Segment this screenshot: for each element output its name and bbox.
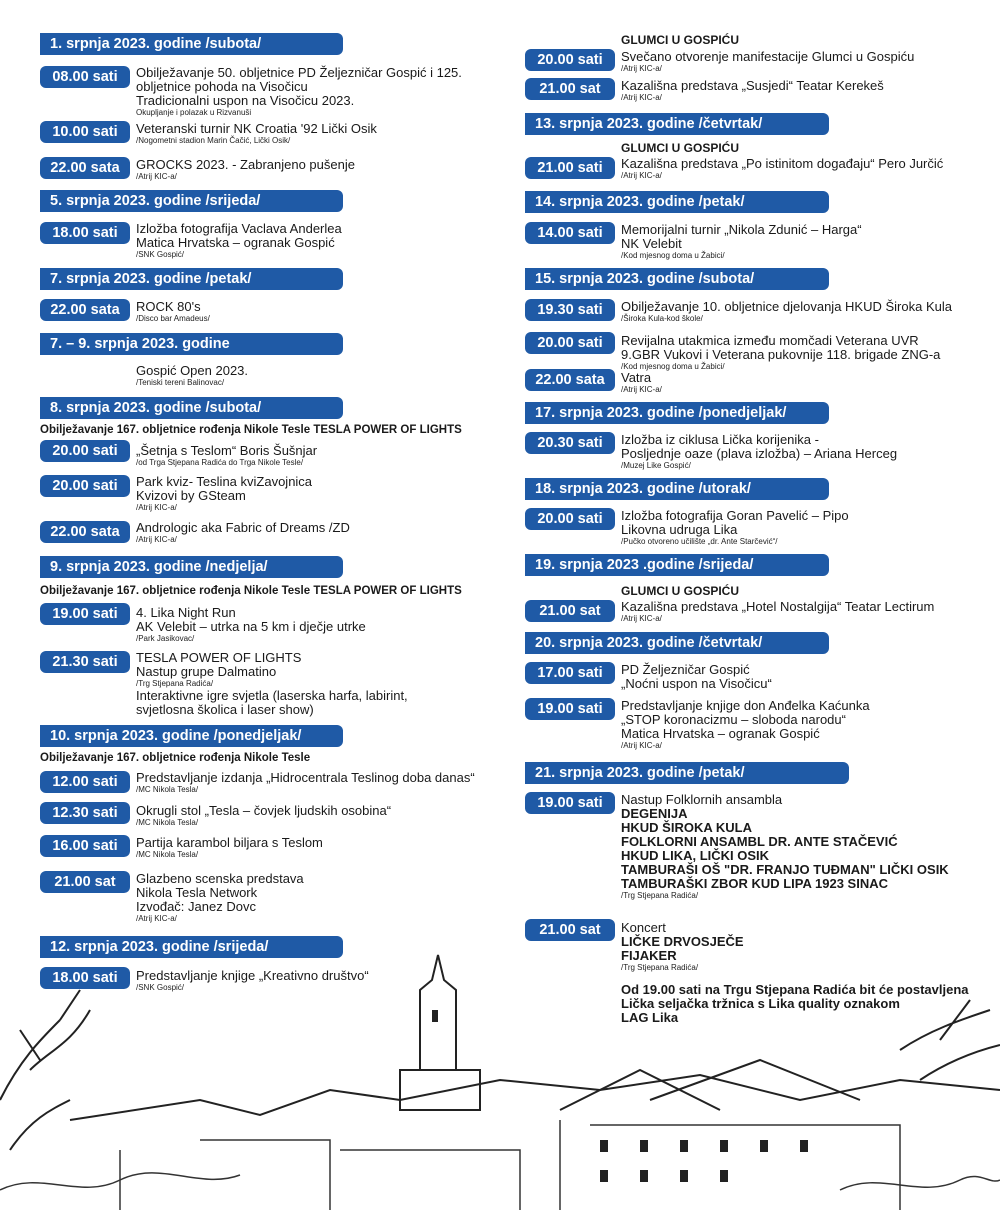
subheading: GLUMCI U GOSPIĆU — [621, 141, 740, 155]
event-location: /Atrij KIC-a/ — [621, 614, 662, 623]
church-body — [400, 1070, 480, 1110]
event — [621, 371, 996, 395]
event-title: 9.GBR Vukovi i Veterana pukovnije 118. brigade ZNG-a — [621, 347, 941, 362]
date-header: 12. srpnja 2023. godine /srijeda/ — [40, 936, 343, 958]
event — [136, 222, 501, 260]
event-title: Memorijalni turnir „Nikola Zdunić – Harga“ — [621, 222, 862, 237]
event-title: 4. Lika Night Run — [136, 605, 236, 620]
event-title: Glazbeno scenska predstava — [136, 871, 304, 886]
time-badge: 20.00 sati — [525, 49, 615, 71]
event-title: Veteranski turnir NK Croatia '92 Lički Osik — [136, 121, 377, 136]
tree-left-branches — [0, 990, 90, 1150]
tree-right — [900, 1000, 1000, 1080]
date-header: 13. srpnja 2023. godine /četvrtak/ — [525, 113, 829, 135]
date-header: 10. srpnja 2023. godine /ponedjeljak/ — [40, 725, 343, 747]
event-title: PD Željezničar Gospić — [621, 662, 750, 677]
note-line: Lička seljačka tržnica s Lika quality oznakom — [621, 996, 900, 1011]
event-location: Okupljanje i polazak u Rizvanuši — [136, 108, 252, 117]
event-title: Kazališna predstava „Susjedi“ Teatar Kerekeš — [621, 78, 884, 93]
time-badge: 18.00 sati — [40, 967, 130, 989]
event-location: /Disco bar Amadeus/ — [136, 314, 210, 323]
time-badge: 18.00 sati — [40, 222, 130, 244]
time-badge: 21.00 sat — [40, 871, 130, 893]
foliage-texture — [0, 1173, 1000, 1190]
event — [621, 699, 996, 751]
window — [720, 1170, 728, 1182]
event — [621, 509, 996, 547]
time-badge: 14.00 sati — [525, 222, 615, 244]
event-title: Izložba iz ciklusa Lička korijenika - — [621, 432, 819, 447]
event-title: „STOP koronacizmu – sloboda narodu“ — [621, 712, 846, 727]
time-badge: 20.00 sati — [525, 508, 615, 530]
event — [136, 475, 501, 513]
event-title: Likovna udruga Lika — [621, 522, 738, 537]
event-title: Nastup Folklornih ansambla — [621, 792, 783, 807]
event-title: Izvođač: Janez Dovc — [136, 899, 256, 914]
event-title: Obilježavanje 10. obljetnice djelovanja HKUD Široka Kula — [621, 299, 952, 314]
event — [136, 651, 501, 717]
time-badge: 19.00 sati — [525, 792, 615, 814]
event-location: /Kod mjesnog doma u Žabici/ — [621, 362, 725, 371]
time-badge: 20.00 sati — [40, 440, 130, 462]
event-title: Kazališna predstava „Po istinitom događaju“ Pero Jurčić — [621, 156, 944, 171]
event — [136, 364, 501, 388]
event — [136, 771, 501, 795]
date-header: 7. srpnja 2023. godine /petak/ — [40, 268, 343, 290]
window — [760, 1140, 768, 1152]
event-title: obljetnice pohoda na Visočicu — [136, 79, 308, 94]
event — [621, 663, 996, 691]
time-badge: 17.00 sati — [525, 662, 615, 684]
event — [621, 433, 996, 471]
event-title: Park kviz- Teslina kviZavojnica — [136, 474, 313, 489]
event-location: /Teniski tereni Balinovac/ — [136, 378, 225, 387]
event-title: Revijalna utakmica između momčadi Veterana UVR — [621, 333, 919, 348]
time-badge: 21.00 sat — [525, 78, 615, 100]
event-location: /SNK Gospić/ — [136, 250, 185, 259]
event-title: AK Velebit – utrka na 5 km i dječje utrke — [136, 619, 366, 634]
event — [621, 334, 996, 372]
event-title: Izložba fotografija Vaclava Anderlea — [136, 221, 342, 236]
subheading: Obilježavanje 167. obljetnice rođenja Nikole Tesle — [40, 752, 311, 764]
event-location: /Atrij KIC-a/ — [621, 741, 662, 750]
band-name: LIČKE DRVOSJEČE — [621, 934, 744, 949]
event-location: /SNK Gospić/ — [136, 983, 185, 992]
event-title: „Noćni uspon na Visočicu“ — [621, 676, 772, 691]
event-title: Predstavljanje knjige „Kreativno društvo“ — [136, 968, 369, 983]
event — [136, 804, 501, 828]
ensemble-name: HKUD LIKA, LIČKI OSIK — [621, 848, 770, 863]
date-header: 14. srpnja 2023. godine /petak/ — [525, 191, 829, 213]
event-title: Obilježavanje 50. obljetnice PD Željezničar Gospić i 125. — [136, 65, 462, 80]
ensemble-name: HKUD ŠIROKA KULA — [621, 820, 752, 835]
date-header: 8. srpnja 2023. godine /subota/ — [40, 397, 343, 419]
event-location: /Atrij KIC-a/ — [136, 914, 177, 923]
subheading: GLUMCI U GOSPIĆU — [621, 584, 740, 598]
event-location: /Atrij KIC-a/ — [136, 172, 177, 181]
band-name: FIJAKER — [621, 948, 677, 963]
event-location: /Pučko otvoreno učilište „dr. Ante Starčević“/ — [621, 537, 778, 546]
event — [136, 122, 501, 146]
time-badge: 21.00 sat — [525, 919, 615, 941]
event — [621, 79, 996, 103]
date-header: 9. srpnja 2023. godine /nedjelja/ — [40, 556, 343, 578]
note-line: Od 19.00 sati na Trgu Stjepana Radića bit će postavljena — [621, 982, 969, 997]
date-header: 17. srpnja 2023. godine /ponedjeljak/ — [525, 402, 829, 424]
note-line: LAG Lika — [621, 1010, 679, 1025]
date-header: 5. srpnja 2023. godine /srijeda/ — [40, 190, 343, 212]
event — [621, 223, 996, 261]
event — [136, 836, 501, 860]
event-location: /Atrij KIC-a/ — [621, 64, 662, 73]
date-header: 20. srpnja 2023. godine /četvrtak/ — [525, 632, 829, 654]
event-location: /Trg Stjepana Radića/ — [621, 963, 699, 972]
event — [621, 50, 996, 74]
date-header: 1. srpnja 2023. godine /subota/ — [40, 33, 343, 55]
event-title: ROCK 80's — [136, 299, 201, 314]
event-location: /od Trga Stjepana Radića do Trga Nikole Tesle/ — [136, 458, 304, 467]
event — [621, 600, 996, 624]
event-title: Matica Hrvatska – ogranak Gospić — [621, 726, 820, 741]
event-location: /Kod mjesnog doma u Žabici/ — [621, 251, 725, 260]
time-badge: 20.00 sati — [40, 475, 130, 497]
window — [600, 1170, 608, 1182]
time-badge: 12.00 sati — [40, 771, 130, 793]
time-badge: 16.00 sati — [40, 835, 130, 857]
event-title: Izložba fotografija Goran Pavelić – Pipo — [621, 508, 849, 523]
event-title: Predstavljanje izdanja „Hidrocentrala Teslinog doba danas“ — [136, 770, 475, 785]
event — [621, 793, 996, 901]
event — [621, 300, 996, 324]
event-title: Predstavljanje knjige don Anđelka Kaćunka — [621, 698, 870, 713]
time-badge: 12.30 sati — [40, 802, 130, 824]
window — [680, 1170, 688, 1182]
window — [800, 1140, 808, 1152]
event-location: /Atrij KIC-a/ — [136, 535, 177, 544]
event — [136, 444, 501, 468]
event-location: /Park Jasikovac/ — [136, 634, 195, 643]
event-title: Andrologic aka Fabric of Dreams /ZD — [136, 520, 350, 535]
subheading: Obilježavanje 167. obljetnice rođenja Nikole Tesle TESLA POWER OF LIGHTS — [40, 585, 462, 597]
time-badge: 22.00 sata — [40, 299, 130, 321]
event-location: /MC Nikola Tesla/ — [136, 850, 199, 859]
event-location: /Trg Stjepana Radića/ — [621, 891, 699, 900]
window — [720, 1140, 728, 1152]
time-badge: 20.00 sati — [525, 332, 615, 354]
event-location: /MC Nikola Tesla/ — [136, 818, 199, 827]
time-badge: 21.00 sati — [525, 157, 615, 179]
rooftop-line — [70, 1075, 1000, 1120]
time-badge: 22.00 sata — [525, 369, 615, 391]
event — [136, 66, 501, 118]
event-title: Interaktivne igre svjetla (laserska harfa, labirint, — [136, 688, 408, 703]
event — [136, 158, 501, 182]
event-location: /MC Nikola Tesla/ — [136, 785, 199, 794]
time-badge: 21.00 sat — [525, 600, 615, 622]
event-title: Gospić Open 2023. — [136, 363, 249, 378]
time-badge: 20.30 sati — [525, 432, 615, 454]
event-title: Svečano otvorenje manifestacije Glumci u Gospiću — [621, 49, 915, 64]
window — [432, 1010, 438, 1022]
event — [136, 521, 501, 545]
event-title: TESLA POWER OF LIGHTS — [136, 650, 302, 665]
event-title: NK Velebit — [621, 236, 682, 251]
event-location: /Atrij KIC-a/ — [621, 93, 662, 102]
event-location: /Muzej Like Gospić/ — [621, 461, 691, 470]
ensemble-name: TAMBURAŠI OŠ "DR. FRANJO TUĐMAN" LIČKI OSIK — [621, 862, 949, 877]
event-location: /Atrij KIC-a/ — [621, 171, 662, 180]
event-title: Partija karambol biljara s Teslom — [136, 835, 323, 850]
event — [136, 606, 501, 644]
ensemble-name: FOLKLORNI ANSAMBL DR. ANTE STAČEVIĆ — [621, 834, 898, 849]
date-header: 7. – 9. srpnja 2023. godine — [40, 333, 343, 355]
event-title: Tradicionalni uspon na Visočicu 2023. — [136, 93, 355, 108]
building-outline — [120, 1120, 900, 1210]
event-title: Kazališna predstava „Hotel Nostalgija“ Teatar Lectirum — [621, 599, 935, 614]
time-badge: 08.00 sati — [40, 66, 130, 88]
time-badge: 22.00 sata — [40, 157, 130, 179]
time-badge: 21.30 sati — [40, 651, 130, 673]
event-title: Vatra — [621, 370, 652, 385]
time-badge: 10.00 sati — [40, 121, 130, 143]
event-location: /Atrij KIC-a/ — [621, 385, 662, 394]
event-location: /Široka Kula-kod škole/ — [621, 314, 703, 323]
event-title: svjetlosna školica i laser show) — [136, 702, 314, 717]
time-badge: 19.00 sati — [525, 698, 615, 720]
event-title: Nastup grupe Dalmatino — [136, 664, 277, 679]
date-header: 21. srpnja 2023. godine /petak/ — [525, 762, 849, 784]
event-title: Koncert — [621, 920, 666, 935]
time-badge: 19.00 sati — [40, 603, 130, 625]
subheading: Obilježavanje 167. obljetnice rođenja Nikole Tesle TESLA POWER OF LIGHTS — [40, 424, 462, 436]
town-skyline-illustration — [0, 950, 1000, 1216]
event-title: Posljednje oaze (plava izložba) – Ariana Herceg — [621, 446, 898, 461]
event-title: Kvizovi by GSteam — [136, 488, 246, 503]
date-header: 19. srpnja 2023 .godine /srijeda/ — [525, 554, 829, 576]
time-badge: 19.30 sati — [525, 299, 615, 321]
event-title: GROCKS 2023. - Zabranjeno pušenje — [136, 157, 355, 172]
time-badge: 22.00 sata — [40, 521, 130, 543]
event-title: Okrugli stol „Tesla – čovjek ljudskih osobina“ — [136, 803, 392, 818]
event-location: /Trg Stjepana Radića/ — [136, 679, 214, 688]
event-title: „Šetnja s Teslom“ Boris Šušnjar — [136, 443, 318, 458]
event-location: /Atrij KIC-a/ — [136, 503, 177, 512]
event — [136, 872, 501, 924]
ensemble-name: TAMBURAŠKI ZBOR KUD LIPA 1923 SINAC — [621, 876, 889, 891]
date-header: 18. srpnja 2023. godine /utorak/ — [525, 478, 829, 500]
event-title: Matica Hrvatska – ogranak Gospić — [136, 235, 335, 250]
event-location: /Nogometni stadion Marin Čačić, Lički Osik/ — [136, 136, 291, 145]
subheading: GLUMCI U GOSPIĆU — [621, 33, 740, 47]
window — [640, 1140, 648, 1152]
house-roof-right — [560, 1060, 860, 1110]
event — [621, 157, 996, 181]
event-title: Nikola Tesla Network — [136, 885, 258, 900]
window — [680, 1140, 688, 1152]
window — [640, 1170, 648, 1182]
event — [136, 300, 501, 324]
ensemble-name: DEGENIJA — [621, 806, 688, 821]
window — [600, 1140, 608, 1152]
date-header: 15. srpnja 2023. godine /subota/ — [525, 268, 829, 290]
